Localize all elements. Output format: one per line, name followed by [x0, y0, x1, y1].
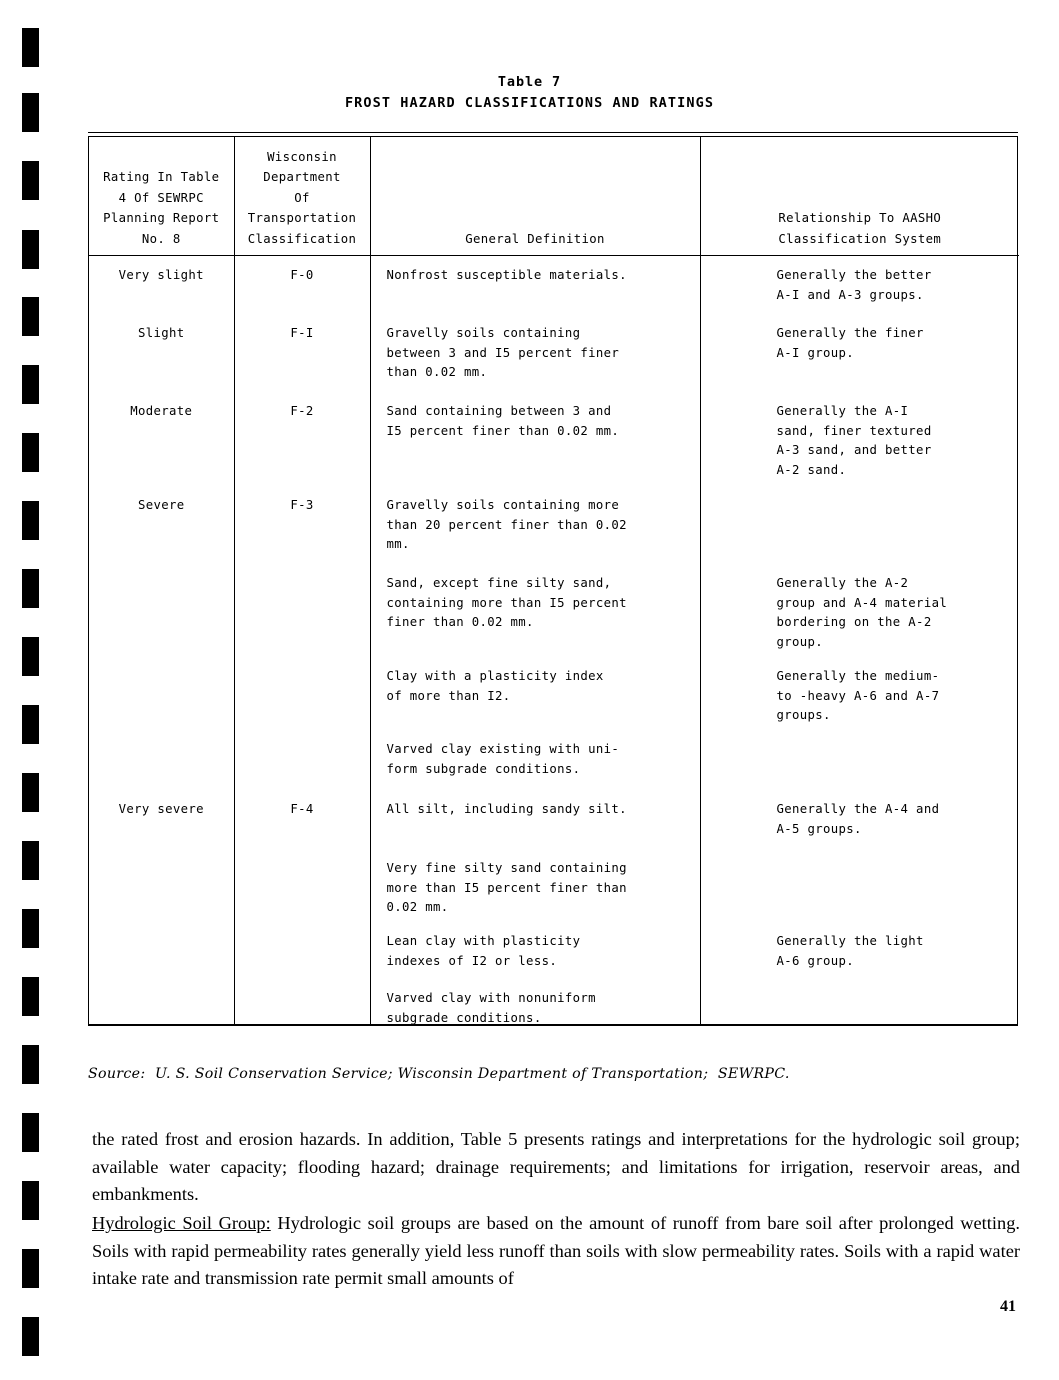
- body-cell-definition: [370, 256, 700, 1025]
- text-line: All silt, including sandy silt.: [386, 802, 627, 816]
- header-line: No. 8: [141, 231, 181, 246]
- col-def-entry: [387, 667, 604, 706]
- text-line: than 0.02 mm.: [386, 365, 488, 380]
- header-aasho-lines: [701, 208, 1020, 249]
- text-line: Generally the medium-: [776, 669, 940, 683]
- header-line: Of: [294, 190, 310, 205]
- text-line: more than I5 percent finer than: [386, 880, 627, 895]
- col-rel-entry: [777, 574, 948, 652]
- source-organization: SEWRPC.: [717, 1066, 790, 1082]
- rating-column: [89, 256, 234, 1024]
- col-rel-entry: [777, 402, 932, 480]
- text-line: containing more than I5 percent: [386, 595, 627, 610]
- col-rating-entry: [89, 402, 234, 422]
- col-def-entry: [387, 574, 627, 633]
- classification-column: [235, 256, 370, 1024]
- text-line: Sand, except fine silty sand,: [386, 576, 612, 590]
- table-header-row: [89, 137, 1019, 256]
- text-line: to -heavy A-6 and A-7: [776, 688, 940, 703]
- header-line: Department: [263, 170, 341, 184]
- text-line: finer than 0.02 mm.: [386, 615, 534, 630]
- col-rel-entry: [777, 667, 940, 726]
- text-line: A-2 sand.: [776, 462, 847, 477]
- source-prefix: Source: U. S. Soil Conservation Service; Wisconsin Department of Transportation;: [88, 1066, 718, 1082]
- table-caption: FROST HAZARD CLASSIFICATIONS AND RATINGS: [344, 95, 715, 111]
- text-line: Slight: [137, 326, 185, 340]
- text-line: between 3 and I5 percent finer: [386, 345, 620, 360]
- text-line: group.: [776, 634, 824, 649]
- text-line: I5 percent finer than 0.02 mm.: [386, 423, 620, 438]
- text-line: Generally the better: [776, 268, 932, 282]
- text-line: than 20 percent finer than 0.02: [386, 517, 627, 532]
- col-rating-entry: [89, 496, 234, 516]
- col-rating-entry: [89, 800, 234, 820]
- text-line: 0.02 mm.: [386, 900, 449, 915]
- table-border-box: [88, 136, 1018, 1025]
- text-line: F-3: [290, 498, 314, 512]
- col-rel-entry: [777, 266, 932, 305]
- header-line: Classification: [247, 231, 357, 246]
- header-line: General Definition: [465, 231, 605, 246]
- text-line: A-3 sand, and better: [776, 443, 932, 458]
- text-line: subgrade conditions.: [386, 1010, 542, 1025]
- col-def-entry: [387, 266, 627, 286]
- text-line: Very fine silty sand containing: [386, 861, 627, 875]
- relationship-column: [701, 256, 1020, 1024]
- header-line: Rating In Table: [103, 170, 220, 184]
- col-rel-entry: [777, 800, 940, 839]
- hydrologic-soil-group-body: Hydrologic soil groups are based on the amount of runoff from bare soil after prolonged wetting. Soils with rapid permeability rates generally yield less runoff than soils with slow permeability rates. Soils with a rapid water intake rate and transmission rate permit small amounts of: [92, 1213, 1020, 1289]
- text-line: Moderate: [130, 404, 193, 418]
- col-rel-entry: [777, 932, 924, 971]
- text-line: Generally the finer: [776, 326, 924, 340]
- text-line: A-5 groups.: [776, 821, 862, 836]
- col-rating-entry: [89, 324, 234, 344]
- header-cell-aasho: [700, 137, 1019, 256]
- text-line: A-6 group.: [776, 953, 855, 968]
- col-rel-entry: [777, 324, 924, 363]
- text-line: bordering on the A-2: [776, 615, 932, 630]
- text-line: Severe: [137, 498, 185, 512]
- text-line: indexes of I2 or less.: [386, 953, 558, 968]
- text-line: Sand containing between 3 and: [386, 404, 612, 418]
- source-note: [88, 1066, 790, 1082]
- col-def-entry: [387, 740, 620, 779]
- col-def-entry: [387, 800, 627, 820]
- col-class-entry: [235, 496, 370, 516]
- text-line: form subgrade conditions.: [386, 761, 581, 776]
- text-line: groups.: [776, 708, 831, 723]
- frost-hazard-table: [88, 132, 1018, 1026]
- col-def-entry: [387, 324, 620, 383]
- body-cell-wisdot: [234, 256, 370, 1025]
- text-line: Clay with a plasticity index: [386, 669, 604, 683]
- table-title: [0, 72, 1059, 114]
- text-line: A-I group.: [776, 345, 855, 360]
- text-line: Gravelly soils containing more: [386, 498, 620, 512]
- header-line: Relationship To AASHO: [778, 211, 942, 225]
- hydrologic-soil-group-heading: Hydrologic Soil Group:: [92, 1213, 271, 1234]
- text-line: F-0: [290, 268, 314, 282]
- text-line: of more than I2.: [386, 688, 511, 703]
- text-line: group and A-4 material: [776, 595, 948, 610]
- text-line: Lean clay with plasticity: [386, 934, 581, 948]
- text-line: Varved clay existing with uni-: [386, 742, 620, 756]
- col-def-entry: [387, 496, 627, 555]
- text-line: Generally the A-2: [776, 576, 909, 590]
- text-line: Nonfrost susceptible materials.: [386, 268, 627, 282]
- text-line: Generally the light: [776, 934, 924, 948]
- header-wisdot-lines: [235, 147, 370, 250]
- header-line: 4 Of SEWRPC: [118, 190, 204, 205]
- col-class-entry: [235, 800, 370, 820]
- page-number: 41: [1000, 1298, 1016, 1315]
- text-line: sand, finer textured: [776, 423, 932, 438]
- header-line: Planning Report: [103, 211, 220, 225]
- col-def-entry: [387, 402, 620, 441]
- body-cell-aasho: [700, 256, 1019, 1025]
- text-line: F-2: [290, 404, 314, 418]
- header-cell-wisdot: [234, 137, 370, 256]
- col-def-entry: [387, 932, 581, 971]
- header-line: Transportation: [247, 211, 357, 225]
- table-body-row: [89, 256, 1019, 1025]
- text-line: Very severe: [118, 802, 204, 816]
- text-line: Very slight: [118, 268, 204, 282]
- paragraph-hydrologic-soil-group: [92, 1210, 1020, 1293]
- col-class-entry: [235, 266, 370, 286]
- header-cell-rating: [89, 137, 234, 256]
- header-line: Classification System: [778, 231, 942, 246]
- header-rating-lines: [89, 167, 234, 249]
- col-class-entry: [235, 324, 370, 344]
- text-line: Generally the A-4 and: [776, 802, 940, 816]
- text-line: mm.: [386, 537, 410, 552]
- text-line: F-4: [290, 802, 314, 816]
- col-def-entry: [387, 859, 627, 918]
- text-line: A-I and A-3 groups.: [776, 287, 924, 302]
- text-line: Gravelly soils containing: [386, 326, 581, 340]
- header-cell-definition: [370, 137, 700, 256]
- col-class-entry: [235, 402, 370, 422]
- body-cell-rating: [89, 256, 234, 1025]
- col-def-entry: [387, 989, 596, 1028]
- text-line: F-I: [290, 326, 314, 340]
- text-line: Varved clay with nonuniform: [386, 991, 596, 1005]
- col-rating-entry: [89, 266, 234, 286]
- header-line: Wisconsin: [267, 149, 337, 164]
- table-label: Table 7: [497, 74, 562, 90]
- text-line: Generally the A-I: [776, 404, 909, 418]
- paragraph-frost-hazards: the rated frost and erosion hazards. In addition, Table 5 presents ratings and interpretations for the hydrologic soil group; available water capacity; flooding hazard; drainage requirements; and limitations for irrigation, reservoir areas, and embankments.: [92, 1129, 1020, 1205]
- header-definition-lines: [371, 229, 700, 250]
- definition-column: [371, 256, 700, 1024]
- table-grid: [89, 137, 1019, 1024]
